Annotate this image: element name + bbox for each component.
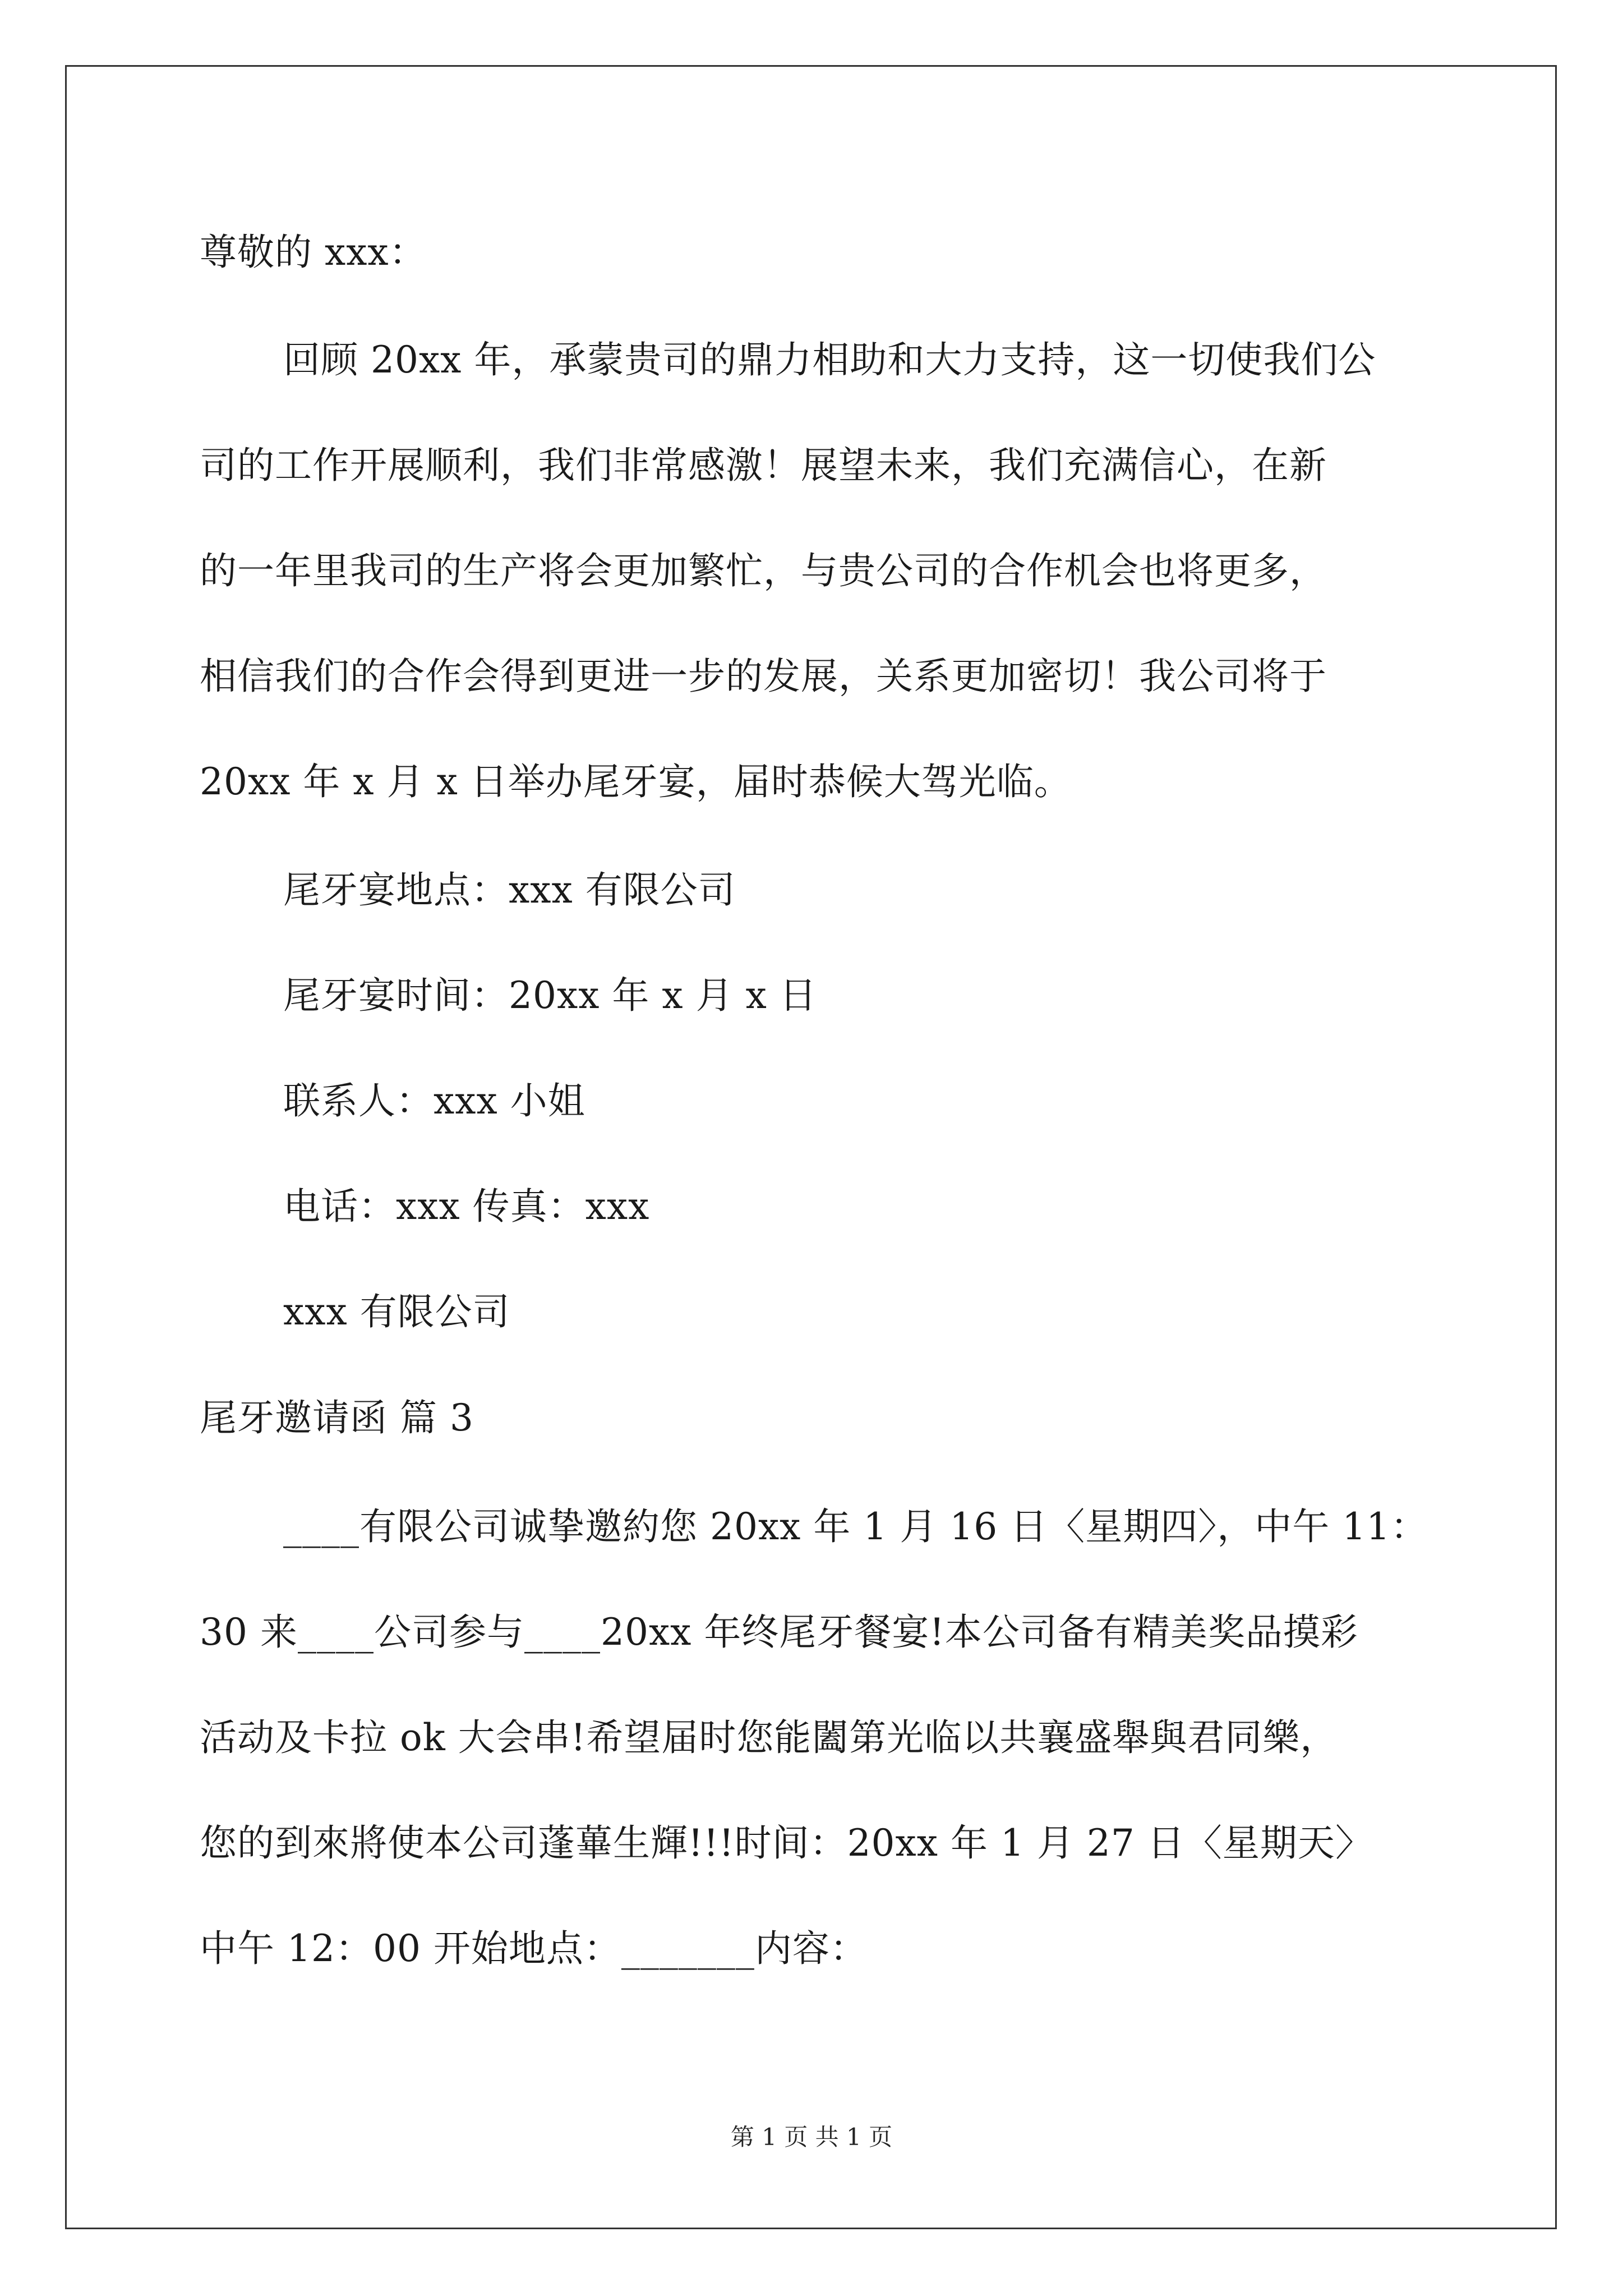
contact-person: 联系人：xxx 小姐 [283,1079,585,1122]
salutation: 尊敬的 xxx： [200,231,427,274]
paragraph-1-line-4: 相信我们的合作会得到更进一步的发展，关系更加密切！我公司将于 [200,655,1327,698]
paragraph-2-line-4: 您的到來將使本公司蓬蓽生輝!!!时间：20xx 年 1 月 27 日〈星期天〉 [200,1821,1373,1865]
company-signature: xxx 有限公司 [283,1290,510,1333]
paragraph-1-line-5: 20xx 年 x 月 x 日举办尾牙宴，届时恭候大驾光临。 [200,760,1072,803]
party-time: 尾牙宴时间：20xx 年 x 月 x 日 [283,974,817,1017]
paragraph-2-line-2: 30 来____公司参与____20xx 年终尾牙餐宴!本公司备有精美奖品摸彩 [200,1611,1358,1654]
phone-fax: 电话：xxx 传真：xxx [283,1185,650,1228]
section-title: 尾牙邀请函 篇 3 [200,1396,474,1439]
page-footer: 第 1 页 共 1 页 [730,2123,893,2151]
paragraph-2-line-3: 活动及卡拉 ok 大会串!希望届时您能闔第光临以共襄盛舉與君同樂， [200,1716,1338,1759]
party-location: 尾牙宴地点：xxx 有限公司 [283,868,736,912]
paragraph-1-line-1: 回顾 20xx 年，承蒙贵司的鼎力相助和大力支持，这一切使我们公 [283,338,1376,381]
paragraph-1-line-3: 的一年里我司的生产将会更加繁忙，与贵公司的合作机会也将更多， [200,549,1327,592]
paragraph-2-line-5: 中午 12：00 开始地点：_______内容： [200,1927,868,1970]
paragraph-2-line-1: ____有限公司诚挚邀約您 20xx 年 1 月 16 日〈星期四〉，中午 11： [283,1505,1428,1548]
page-border [65,65,1557,2229]
paragraph-1-line-2: 司的工作开展顺利，我们非常感激！展望未来，我们充满信心，在新 [200,444,1327,487]
